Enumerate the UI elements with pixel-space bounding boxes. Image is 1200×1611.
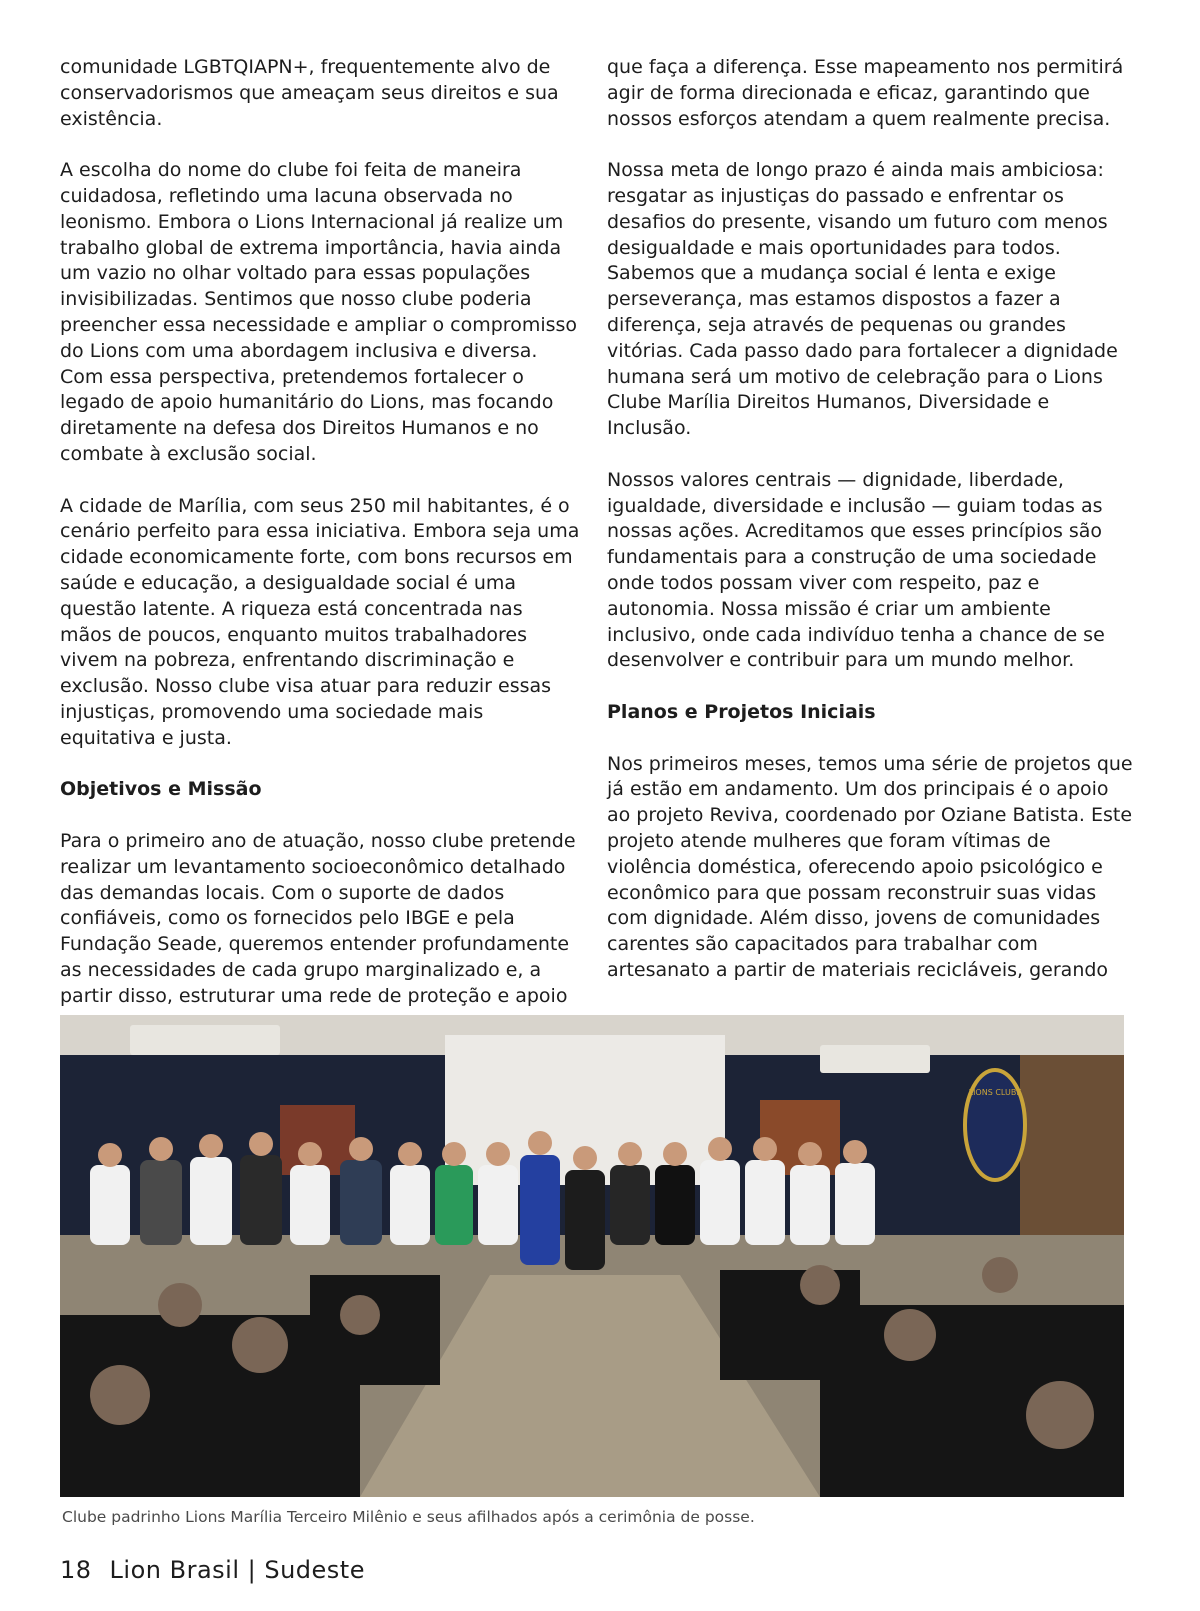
paragraph: comunidade LGBTQIAPN+, frequentemente alvo de conservadorismos que ameaçam seus direitos e sua existência. — [60, 56, 559, 130]
section-heading: Objetivos e Missão — [60, 778, 262, 801]
event-photo — [60, 1015, 1124, 1497]
paragraph: A cidade de Marília, com seus 250 mil habitantes, é o cenário perfeito para essa iniciativa. Embora seja uma cidade economicamente forte, com bons recursos em saúde e educação, a desigualdade social é uma questão latente. A riqueza está concentrada nas mãos de poucos, enquanto muitos trabalhadores vivem na pobreza, enfrentando discriminação e exclusão. Nosso clube visa atuar para reduzir essas injustiças, promovendo uma sociedade mais equitativa e justa. — [60, 494, 580, 749]
paragraph: Para o primeiro ano de atuação, nosso clube pretende realizar um levantamento socioeconômico detalhado das demandas locais. Com o suporte de dados confiáveis, como os fornecidos pelo IBGE e pela Fundação Seade, queremos entender profundamente as necessidades de cada grupo marginalizado e, a partir disso, estruturar uma rede de proteção e apoio — [60, 829, 576, 1007]
photo-caption: Clube padrinho Lions Marília Terceiro Milênio e seus afilhados após a cerimônia de posse. — [62, 1508, 755, 1526]
banner-label: LIONS CLUBE — [968, 1088, 1022, 1097]
right-column — [607, 55, 1137, 1009]
paragraph: Nossa meta de longo prazo é ainda mais ambiciosa: resgatar as injustiças do passado e enfrentar os desafios do presente, visando um futuro com menos desigualdade e mais oportunidades para todos. Sabemos que a mudança social é lenta e exige perseverança, mas estamos dispostos a fazer a diferença, seja através de pequenas ou grandes vitórias. Cada passo dado para fortalecer a dignidade humana será um motivo de celebração para o Lions Clube Marília Direitos Humanos, Diversidade e Inclusão. — [607, 159, 1118, 440]
paragraph: Nossos valores centrais — dignidade, liberdade, igualdade, diversidade e inclusão — guiam todas as nossas ações. Acreditamos que esses princípios são fundamentais para a construção de uma sociedade onde todos possam viver com respeito, paz e autonomia. Nossa missão é criar um ambiente inclusivo, onde cada indivíduo tenha a chance de se desenvolver e contribuir para um mundo melhor. — [607, 468, 1105, 672]
page-number: 18 — [60, 1556, 92, 1584]
paragraph: Nos primeiros meses, temos uma série de projetos que já estão em andamento. Um dos principais é o apoio ao projeto Reviva, coordenado por Oziane Batista. Este projeto atende mulheres que foram vítimas de violência doméstica, oferecendo apoio psicológico e econômico para que possam reconstruir suas vidas com dignidade. Além disso, jovens de comunidades carentes são capacitados para trabalhar com artesanato a partir de materiais recicláveis, gerando — [607, 752, 1133, 981]
paragraph: A escolha do nome do clube foi feita de maneira cuidadosa, refletindo uma lacuna observada no leonismo. Embora o Lions Internacional já realize um trabalho global de extrema importância, havia ainda um vazio no olhar voltado para essas populações invisibilizadas. Sentimos que nosso clube poderia preencher essa necessidade e ampliar o compromisso do Lions com uma abordagem inclusiva e diversa. Com essa perspectiva, pretendemos fortalecer o legado de apoio humanitário do Lions, mas focando diretamente na defesa dos Direitos Humanos e no combate à exclusão social. — [60, 159, 578, 465]
publication-name: Lion Brasil | Sudeste — [109, 1556, 365, 1584]
section-heading: Planos e Projetos Iniciais — [607, 700, 876, 723]
paragraph: que faça a diferença. Esse mapeamento nos permitirá agir de forma direcionada e eficaz, garantindo que nossos esforços atendam a quem realmente precisa. — [607, 56, 1124, 130]
left-column — [60, 55, 580, 1035]
page-footer — [60, 1556, 365, 1584]
